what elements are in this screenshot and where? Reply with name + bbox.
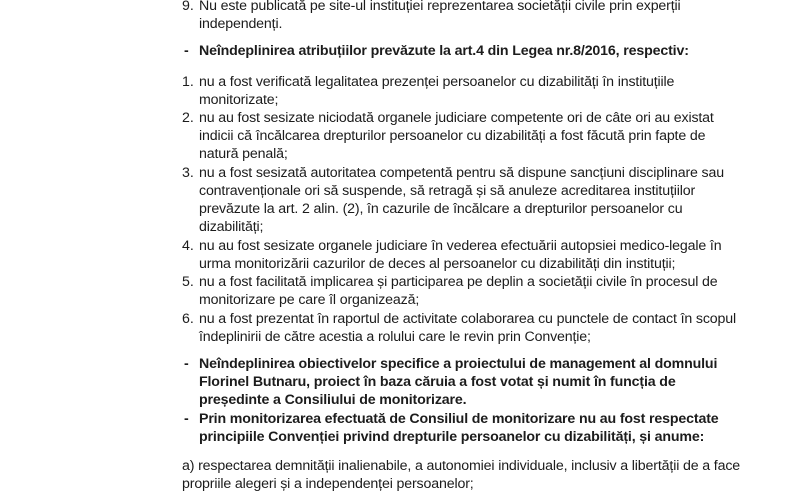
list-item-text: indicii că încălcarea drepturilor persoanelor cu dizabilități a fost făcută prin fapte de (199, 128, 706, 144)
principle-text: a) respectarea demnității inalienabile, a autonomiei individuale, inclusiv a libertății de a face (182, 458, 741, 474)
list-item-text: nu au fost sesizate organele judiciare în vederea efectuării autopsiei medico-legale în (199, 238, 722, 254)
section-paragraph: principiile Convenției privind drepturile persoanelor cu dizabilități, și anume: (199, 429, 705, 445)
list-number: 3. (182, 165, 194, 181)
section-paragraph: președinte a Consiliului de monitorizare. (199, 392, 467, 408)
list-item-text: nu au fost sesizate niciodată organele judiciare competente ori de câte ori au existat (199, 110, 714, 126)
list-number: 4. (182, 238, 194, 254)
list-item-text: Nu este publicată pe site-ul instituției reprezentarea societății civile prin experții (199, 0, 681, 14)
bullet-dash: - (184, 43, 189, 59)
list-item-text: urma monitorizării cazurilor de deces al persoanelor cu dizabilități din instituții; (199, 256, 676, 272)
list-item-text: nu a fost prezentat în raportul de activitate colaborarea cu punctele de contact în scopul (199, 311, 737, 327)
list-item-text: monitorizate; (199, 92, 279, 108)
list-item-text: nu a fost sesizată autoritatea competentă pentru să dispune sancțiuni disciplinare sau (199, 165, 724, 181)
list-item-text: nu a fost facilitată implicarea și participarea pe deplin a societății civile în procesul de (199, 274, 718, 290)
list-item-text: independenți. (199, 16, 283, 32)
list-number: 6. (182, 311, 194, 327)
list-item-text: monitorizare pe care îl organizează; (199, 292, 420, 308)
list-number: 5. (182, 274, 194, 290)
bullet-dash: - (184, 356, 189, 372)
principle-text: propriile alegeri și a independenței persoanelor; (182, 476, 474, 492)
list-item-text: contravenționale ori să suspende, să retragă și să anuleze acreditarea instituțiilor (199, 183, 696, 199)
list-number: 2. (182, 110, 194, 126)
section-paragraph: Prin monitorizarea efectuată de Consiliul de monitorizare nu au fost respectate (199, 411, 719, 427)
section-paragraph: Neîndeplinirea obiectivelor specifice a proiectului de management al domnului (199, 356, 718, 372)
list-number: 9. (182, 0, 194, 14)
bullet-dash: - (184, 411, 189, 427)
section-heading: Neîndeplinirea atribuțiilor prevăzute la art.4 din Legea nr.8/2016, respectiv: (199, 43, 689, 59)
list-item-text: îndeplinirii de către acestia a rolului care le revin prin Convenție; (199, 329, 591, 345)
list-item-text: dizabilități; (199, 219, 264, 235)
section-paragraph: Florinel Butnaru, proiect în baza căruia a fost votat și numit în funcția de (199, 374, 676, 390)
list-item-text: natură penală; (199, 146, 288, 162)
list-number: 1. (182, 74, 194, 90)
list-item-text: prevăzute la art. 2 alin. (2), în cazurile de încălcare a drepturilor persoanelor cu (199, 201, 683, 217)
list-item-text: nu a fost verificată legalitatea prezenței persoanelor cu dizabilități în instituțiile (199, 74, 675, 90)
